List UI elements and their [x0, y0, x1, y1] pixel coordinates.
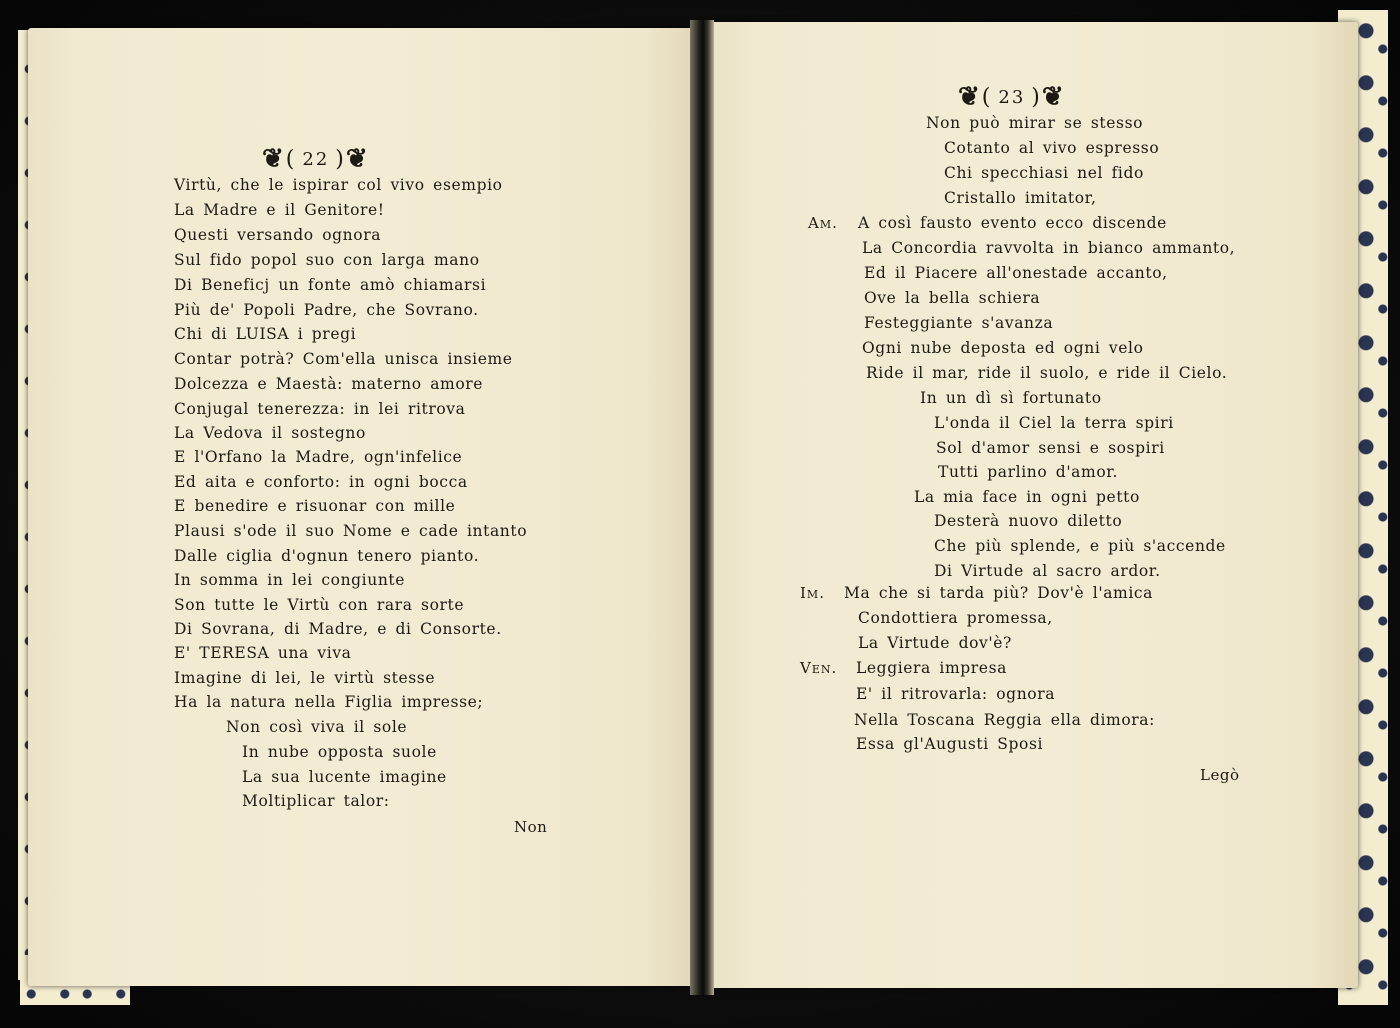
- text-line: Più de' Popoli Padre, che Sovrano.: [174, 301, 479, 319]
- paren-open: (: [981, 84, 993, 110]
- text-line: In un dì sì fortunato: [920, 389, 1102, 407]
- text-line: Ha la natura nella Figlia impresse;: [174, 693, 484, 711]
- book-gutter: [690, 20, 714, 995]
- text-line: Virtù, che le ispirar col vivo esempio: [174, 176, 503, 194]
- text-line: Desterà nuovo diletto: [934, 512, 1123, 530]
- text-line: Che più splende, e più s'accende: [934, 537, 1226, 555]
- text-line: Chi specchiasi nel fido: [944, 164, 1144, 182]
- text-line: La sua lucente imagine: [242, 768, 447, 786]
- text-line: E' il ritrovarla: ognora: [856, 685, 1056, 703]
- paren-open: (: [285, 146, 297, 172]
- speaker-am: Am.: [808, 214, 838, 232]
- paren-close: ): [335, 146, 346, 172]
- text-line: Non può mirar se stesso: [926, 114, 1144, 132]
- text-line: Ogni nube deposta ed ogni velo: [862, 339, 1144, 357]
- text-line: Sol d'amor sensi e sospiri: [936, 439, 1165, 457]
- left-page-number: 22: [302, 148, 330, 170]
- text-line: Plausi s'ode il suo Nome e cade intanto: [174, 522, 528, 540]
- ornament-right-icon: ❦: [345, 144, 370, 174]
- text-line: E' TERESA una viva: [174, 644, 352, 662]
- text-line: Son tutte le Virtù con rara sorte: [174, 596, 465, 614]
- text-line: Dalle ciglia d'ognun tenero pianto.: [174, 547, 480, 565]
- text-line: Cotanto al vivo espresso: [944, 139, 1160, 157]
- text-line: E benedire e risuonar con mille: [174, 497, 456, 515]
- text-line: Dolcezza e Maestà: materno amore: [174, 375, 484, 393]
- ornament-left-icon: ❦: [262, 144, 286, 174]
- text-line: La Vedova il sostegno: [174, 424, 366, 442]
- text-line: Contar potrà? Com'ella unisca insieme: [174, 350, 513, 368]
- text-line: La Concordia ravvolta in bianco ammanto,: [862, 239, 1236, 257]
- text-line: Di Virtude al sacro ardor.: [934, 562, 1161, 580]
- text-line: Imagine di lei, le virtù stesse: [174, 669, 436, 687]
- text-line: Non così viva il sole: [226, 718, 408, 736]
- text-line: Ed il Piacere all'onestade accanto,: [864, 264, 1168, 282]
- text-line: In somma in lei congiunte: [174, 571, 406, 589]
- ornament-right-icon: ❦: [1041, 82, 1066, 112]
- text-line: Ma che si tarda più? Dov'è l'amica: [844, 584, 1154, 602]
- text-line: E l'Orfano la Madre, ogn'infelice: [174, 448, 463, 466]
- text-line: Ed aita e conforto: in ogni bocca: [174, 473, 468, 491]
- text-line: A così fausto evento ecco discende: [858, 214, 1167, 232]
- text-line: Condottiera promessa,: [858, 609, 1053, 627]
- speaker-im: Im.: [800, 584, 825, 602]
- text-line: L'onda il Ciel la terra spiri: [934, 414, 1174, 432]
- text-line: Sul fido popol suo con larga mano: [174, 251, 480, 269]
- text-line: Ride il mar, ride il suolo, e ride il Cielo.: [866, 364, 1228, 382]
- text-line: La Virtude dov'è?: [858, 634, 1012, 652]
- paren-close: ): [1031, 84, 1042, 110]
- ornament-left-icon: ❦: [958, 82, 982, 112]
- text-line: Cristallo imitator,: [944, 189, 1097, 207]
- right-catchword: Legò: [1200, 766, 1240, 784]
- text-line: Nella Toscana Reggia ella dimora:: [854, 711, 1155, 729]
- text-line: In nube opposta suole: [242, 743, 437, 761]
- text-line: Di Sovrana, di Madre, e di Consorte.: [174, 620, 502, 638]
- left-catchword: Non: [514, 818, 548, 836]
- text-line: Di Beneficj un fonte amò chiamarsi: [174, 276, 487, 294]
- text-line: Leggiera impresa: [856, 659, 1007, 677]
- text-line: Questi versando ognora: [174, 226, 382, 244]
- text-line: Essa gl'Augusti Sposi: [856, 735, 1044, 753]
- text-line: Festeggiante s'avanza: [864, 314, 1054, 332]
- left-page-header: [262, 144, 370, 174]
- text-line: Tutti parlino d'amor.: [938, 463, 1119, 481]
- text-line: Moltiplicar talor:: [242, 792, 390, 810]
- right-page-header: [958, 82, 1066, 112]
- text-line: Ove la bella schiera: [864, 289, 1041, 307]
- text-line: La Madre e il Genitore!: [174, 201, 385, 219]
- text-line: Chi di LUISA i pregi: [174, 325, 357, 343]
- right-page-number: 23: [998, 86, 1026, 108]
- text-line: Conjugal tenerezza: in lei ritrova: [174, 400, 466, 418]
- text-line: La mia face in ogni petto: [914, 488, 1140, 506]
- speaker-ven: Ven.: [800, 659, 838, 677]
